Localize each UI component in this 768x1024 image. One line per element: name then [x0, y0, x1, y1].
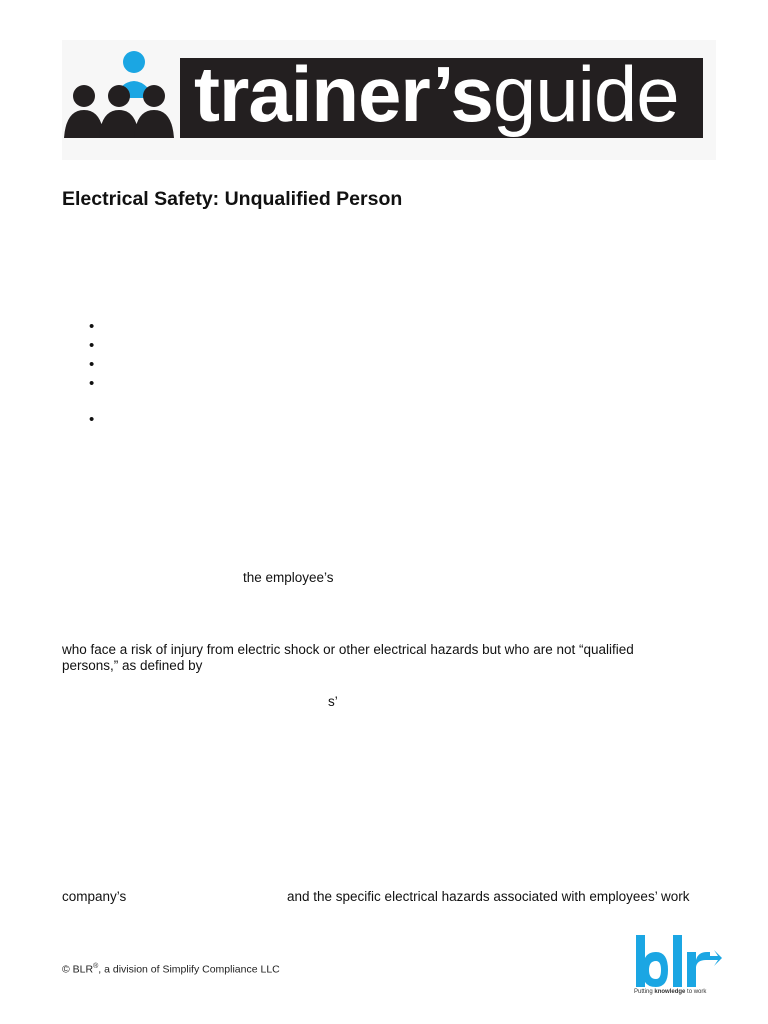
employee-text: the employee’s: [243, 570, 334, 585]
logo-text-strong: trainer’s: [194, 50, 493, 138]
list-bullet: •: [89, 356, 95, 373]
copyright-suffix: , a division of Simplify Compliance LLC: [98, 963, 280, 976]
blr-logo: [634, 930, 724, 1000]
copyright-prefix: © BLR: [62, 963, 94, 976]
paragraph-line-2: persons,” as defined by: [62, 658, 203, 673]
tagline-suffix: to work: [685, 989, 707, 995]
tagline-prefix: Putting: [634, 989, 655, 995]
trainers-guide-wordmark: [194, 48, 679, 138]
list-bullet: •: [89, 337, 95, 354]
page-title: Electrical Safety: Unqualified Person: [62, 188, 403, 210]
copyright-footer: [62, 963, 280, 976]
paragraph-line-1: who face a risk of injury from electric shock or other electrical hazards but who are not “qualified: [62, 642, 634, 657]
list-bullet: •: [89, 375, 95, 392]
company-text: company’s: [62, 889, 127, 904]
tagline-bold: knowledge: [654, 989, 686, 995]
fragment-text: s’: [328, 694, 338, 709]
people-group-icon: [62, 46, 180, 140]
hazards-text: and the specific electrical hazards associated with employees’ work: [287, 889, 690, 904]
blr-tagline: [634, 989, 706, 995]
list-bullet: •: [89, 411, 95, 428]
list-bullet: •: [89, 318, 95, 335]
blr-logo-mark: [634, 930, 724, 990]
registered-mark: ®: [93, 963, 99, 970]
logo-text-light: guide: [492, 50, 679, 138]
